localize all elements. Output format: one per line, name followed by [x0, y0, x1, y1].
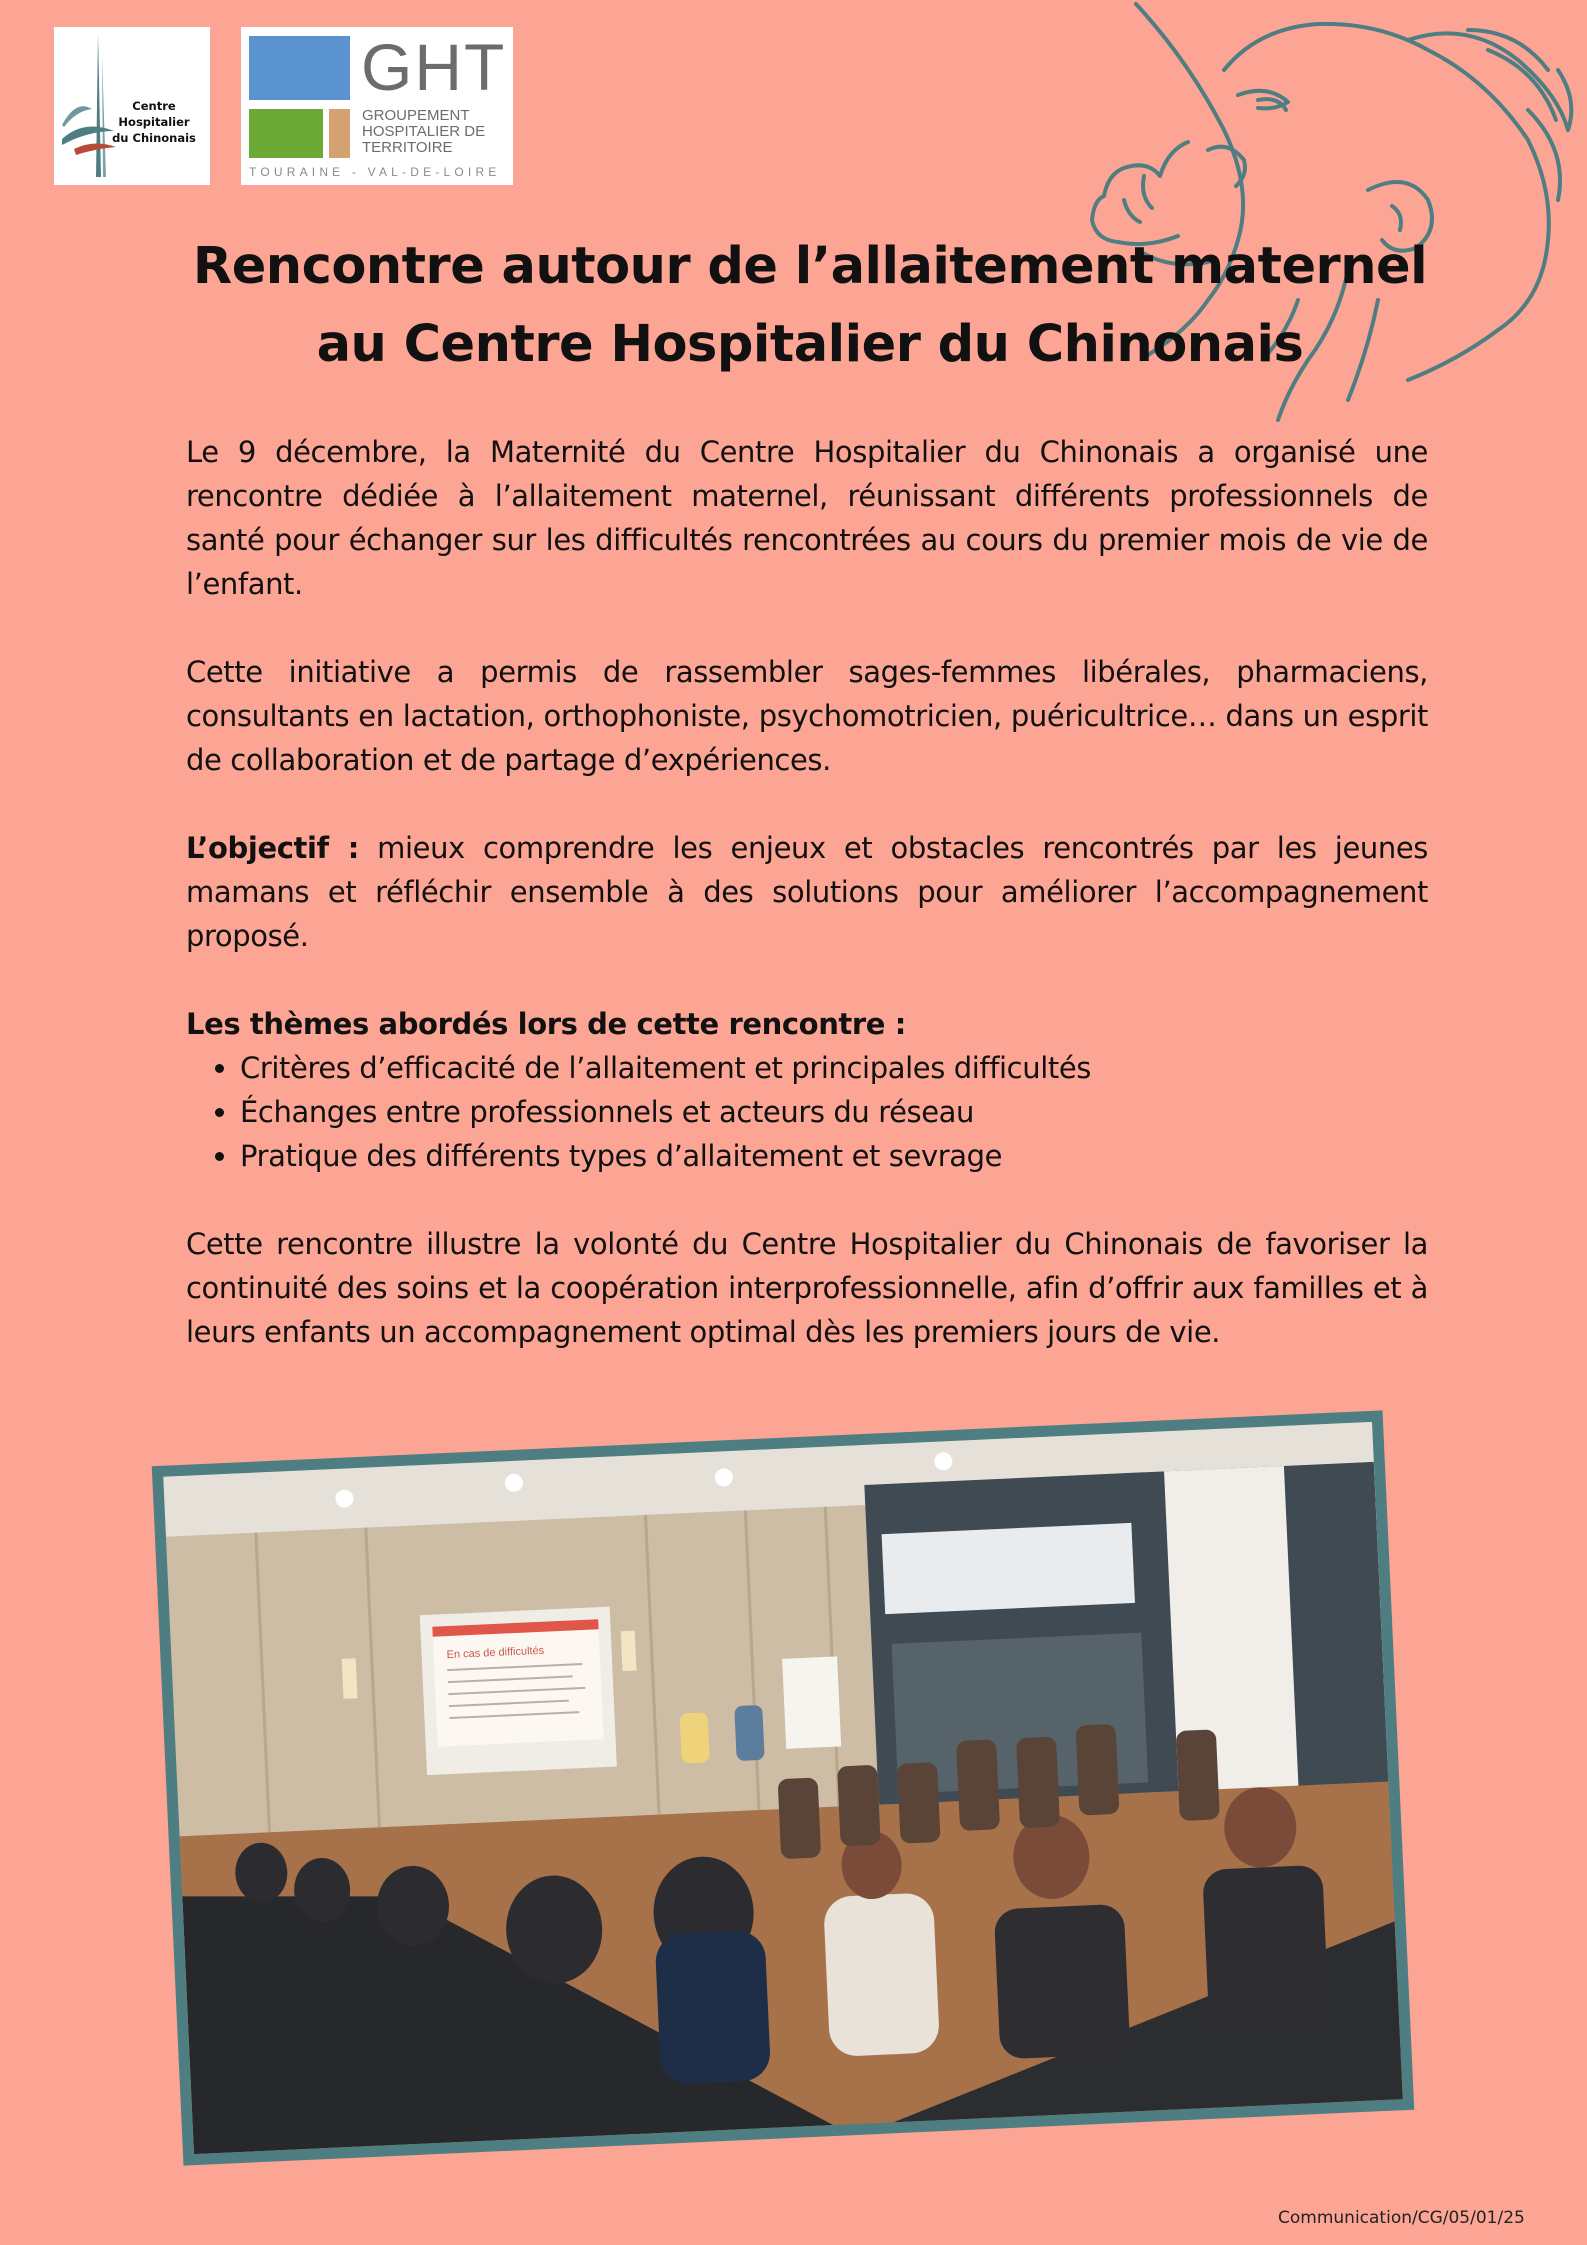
ght-blue-block — [249, 36, 350, 100]
document-reference: Communication/CG/05/01/25 — [1278, 2208, 1525, 2228]
themes-heading-text: Les thèmes abordés lors de cette rencontre : — [186, 1007, 906, 1041]
title-line2: au Centre Hospitalier du Chinonais — [316, 315, 1304, 374]
hospital-name-line2: du Chinonais — [112, 131, 196, 146]
event-photo-frame — [152, 1410, 1414, 2165]
intro-paragraph: Le 9 décembre, la Maternité du Centre Hospitalier du Chinonais a organisé une rencontre dédiée à l’allaitement maternel, réunissant différents professionnels de santé pour échanger sur les difficultés rencontrées au cours du premier mois de vie de l’enfant. — [186, 435, 1428, 601]
hospital-logo — [54, 27, 210, 185]
event-photo — [163, 1422, 1403, 2154]
hospital-name-line1: Centre Hospitalier — [118, 99, 190, 130]
ght-line1: GROUPEMENT — [362, 107, 470, 124]
initiative-paragraph: Cette initiative a permis de rassembler sages-femmes libérales, pharmaciens, consultants en lactation, orthophoniste, psychomotricien, puéricultrice… dans un esprit de collaboration et de partage d’expériences. — [186, 655, 1428, 777]
objective-label: L’objectif : — [186, 831, 359, 865]
ght-tan-block — [329, 109, 350, 158]
ght-line2: HOSPITALIER DE — [362, 123, 486, 140]
ght-line3: TERRITOIRE — [362, 139, 453, 156]
hospital-logo-name — [98, 98, 210, 146]
ght-full-name — [362, 108, 485, 156]
objective-paragraph — [186, 826, 1428, 958]
themes-heading — [186, 1002, 1428, 1046]
ght-abbreviation: GHT — [361, 30, 507, 104]
ght-green-block — [249, 109, 323, 158]
title-line1: Rencontre autour de l’allaitement maternel — [192, 237, 1428, 296]
list-item: • Pratique des différents types d’allaitement et sevrage — [240, 1134, 1428, 1178]
slide-title: En cas de difficultés — [446, 1644, 545, 1662]
themes-list — [186, 1046, 1428, 1178]
ght-region: TOURAINE - VAL-DE-LOIRE — [249, 165, 501, 179]
meeting-room-scene-icon — [163, 1422, 1403, 2154]
conclusion-paragraph: Cette rencontre illustre la volonté du Centre Hospitalier du Chinonais de favoriser la continuité des soins et la coopération interprofessionnelle, afin d’offrir aux familles et à leurs enfants un accompagnement optimal dès les premiers jours de vie. — [186, 1227, 1428, 1349]
page-title — [140, 228, 1480, 384]
objective-text: mieux comprendre les enjeux et obstacles rencontrés par les jeunes mamans et réfléchir ensemble à des solutions pour améliorer l’accompagnement proposé. — [186, 831, 1428, 953]
article-body — [186, 430, 1428, 1354]
list-item: • Échanges entre professionnels et acteurs du réseau — [240, 1090, 1428, 1134]
ght-logo — [241, 27, 513, 185]
list-item: • Critères d’efficacité de l’allaitement et principales difficultés — [240, 1046, 1428, 1090]
